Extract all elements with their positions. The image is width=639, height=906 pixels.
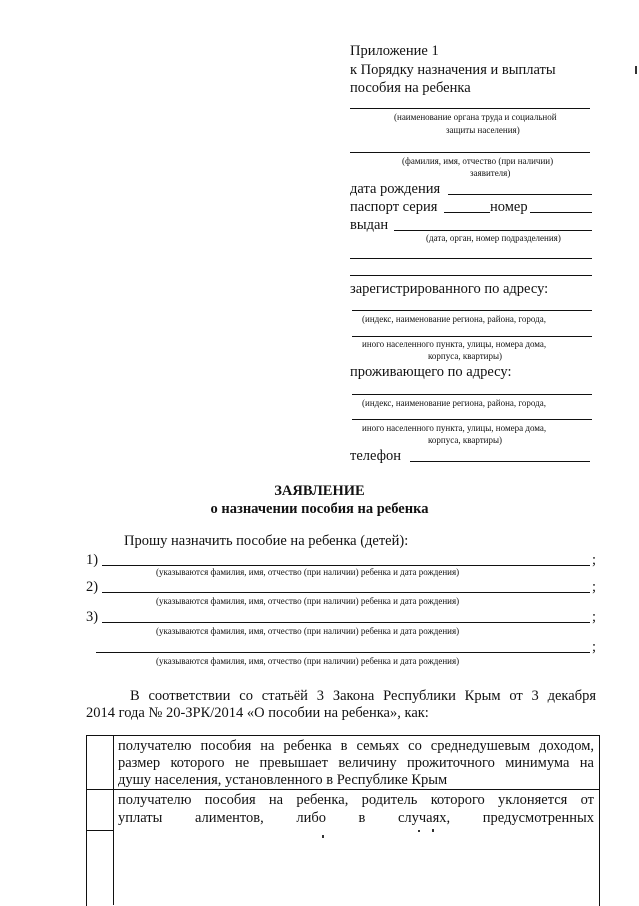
child-1-number: 1) [86,552,99,568]
child-4-field[interactable] [96,652,590,653]
option-2-line-2: уплаты алиментов, либо в случаях, предусмотренных [118,810,594,826]
option-2-cell-bottom [86,830,114,831]
registered-address-line-2[interactable] [352,336,592,337]
scan-speck [432,829,434,832]
child-3-hint: (указываются фамилия, имя, отчество (при наличии) ребенка и дата рождения) [156,626,460,636]
option-2-line-1: получателю пособия на ребенка, родитель которого уклоняется от [118,792,594,808]
reg-hint-line-1: (индекс, наименование региона, района, города, [362,314,546,324]
passport-series-field[interactable] [444,212,490,213]
document-title: ЗАЯВЛЕНИЕ [274,483,365,499]
live-hint-line-2: иного населенного пункта, улицы, номера дома, [362,423,547,433]
birth-date-label: дата рождения [350,181,441,197]
document-subtitle: о назначении пособия на ребенка [210,501,429,517]
phone-field[interactable] [410,461,590,462]
registered-address-label: зарегистрированного по адресу: [350,281,549,297]
org-name-line[interactable] [350,108,590,109]
child-1-hint: (указываются фамилия, имя, отчество (при наличии) ребенка и дата рождения) [156,567,460,577]
issued-extra-line-2[interactable] [350,275,592,276]
option-1-line-3: душу населения, установленного в Республике Крым [118,772,448,788]
table-row-divider [86,789,599,790]
child-4-end: ; [592,639,597,655]
passport-number-field[interactable] [530,212,592,213]
passport-number-label: номер [490,199,528,215]
org-hint-line-1: (наименование органа труда и социальной [394,112,557,122]
child-1-field[interactable] [102,565,590,566]
issued-hint: (дата, орган, номер подразделения) [426,233,561,243]
option-1-line-1: получателю пособия на ребенка в семьях со среднедушевым доходом, [118,738,594,754]
scan-speck [635,66,637,74]
reg-hint-line-3: корпуса, квартиры) [428,351,503,361]
law-line-1: В соответствии со статьёй 3 Закона Республики Крым от 3 декабря [130,688,596,704]
law-line-2: 2014 года № 20-ЗРК/2014 «О пособии на ребенка», как: [86,705,429,721]
table-column-divider [113,735,114,905]
child-3-field[interactable] [102,622,590,623]
live-hint-line-3: корпуса, квартиры) [428,435,503,445]
issued-label: выдан [350,217,389,233]
appendix-line-2: к Порядку назначения и выплаты [350,62,556,78]
child-2-number: 2) [86,579,99,595]
scan-speck [418,830,420,832]
child-4-hint: (указываются фамилия, имя, отчество (при наличии) ребенка и дата рождения) [156,656,460,666]
child-2-hint: (указываются фамилия, имя, отчество (при наличии) ребенка и дата рождения) [156,596,460,606]
appendix-line-1: Приложение 1 [350,43,439,59]
child-2-end: ; [592,579,597,595]
name-hint-line-1: (фамилия, имя, отчество (при наличии) [402,156,554,166]
child-3-number: 3) [86,609,99,625]
issued-extra-line-1[interactable] [350,258,592,259]
option-2-checkbox-cell[interactable] [87,790,113,830]
living-address-line-2[interactable] [352,419,592,420]
birth-date-field[interactable] [448,194,592,195]
option-1-line-2: размер которого не превышает величину прожиточного минимума на [118,755,594,771]
issued-field[interactable] [394,230,592,231]
name-hint-line-2: заявителя) [470,168,511,178]
applicant-name-line[interactable] [350,152,590,153]
child-1-end: ; [592,552,597,568]
org-hint-line-2: защиты населения) [446,125,520,135]
living-address-label: проживающего по адресу: [350,364,512,380]
child-3-end: ; [592,609,597,625]
live-hint-line-1: (индекс, наименование региона, района, города, [362,398,546,408]
passport-series-label: паспорт серия [350,199,438,215]
registered-address-line-1[interactable] [352,310,592,311]
request-intro: Прошу назначить пособие на ребенка (детей): [124,533,409,549]
child-2-field[interactable] [102,592,590,593]
phone-label: телефон [350,448,402,464]
option-1-checkbox-cell[interactable] [87,736,113,789]
scan-speck [322,835,324,838]
living-address-line-1[interactable] [352,394,592,395]
reg-hint-line-2: иного населенного пункта, улицы, номера дома, [362,339,547,349]
appendix-line-3: пособия на ребенка [350,80,471,96]
